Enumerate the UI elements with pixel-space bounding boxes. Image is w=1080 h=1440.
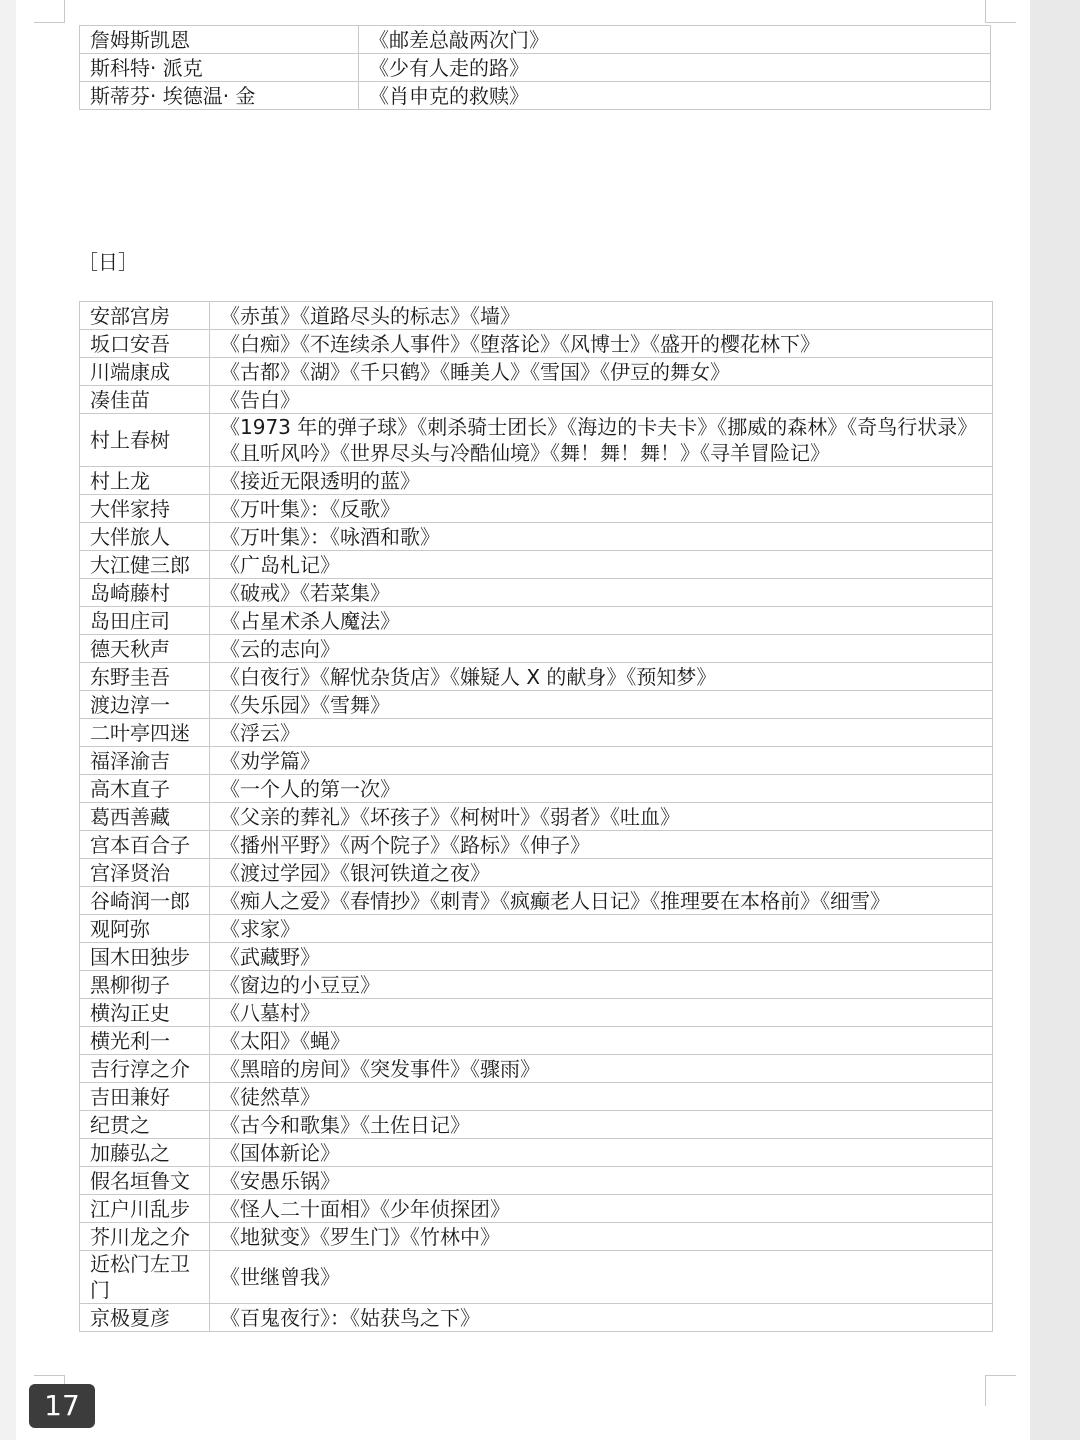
- table-row: [80, 1167, 993, 1195]
- author-name-cell: 斯科特· 派克: [80, 54, 359, 82]
- author-name-cell: 二叶亭四迷: [80, 719, 210, 747]
- works-cell: 《少有人走的路》: [359, 54, 991, 82]
- author-name-cell: 葛西善藏: [80, 803, 210, 831]
- works-cell: 《播州平野》《两个院子》《路标》《伸子》: [210, 831, 993, 859]
- author-name-cell: 国木田独步: [80, 943, 210, 971]
- author-name-cell: 大江健三郎: [80, 551, 210, 579]
- page-edge-shadow: [1030, 0, 1080, 1440]
- table-row: [80, 386, 993, 414]
- works-cell: 《云的志向》: [210, 635, 993, 663]
- author-name-cell: 詹姆斯凯恩: [80, 26, 359, 54]
- works-cell: 《肖申克的救赎》: [359, 82, 991, 110]
- author-name-cell: 村上春树: [80, 414, 210, 467]
- works-cell: 《广岛札记》: [210, 551, 993, 579]
- table-row: [80, 82, 991, 110]
- works-cell: 《父亲的葬礼》《坏孩子》《柯树叶》《弱者》《吐血》: [210, 803, 993, 831]
- works-cell: 《痴人之爱》《春情抄》《刺青》《疯癫老人日记》《推理要在本格前》《细雪》: [210, 887, 993, 915]
- works-cell: 《浮云》: [210, 719, 993, 747]
- table-row: [80, 414, 993, 467]
- table-row: [80, 607, 993, 635]
- author-name-cell: 吉田兼好: [80, 1083, 210, 1111]
- author-name-cell: 岛崎藤村: [80, 579, 210, 607]
- author-name-cell: 横光利一: [80, 1027, 210, 1055]
- works-cell: 《赤茧》《道路尽头的标志》《墙》: [210, 302, 993, 330]
- table-row: [80, 663, 993, 691]
- works-cell: 《求家》: [210, 915, 993, 943]
- table-row: [80, 579, 993, 607]
- works-cell: 《八墓村》: [210, 999, 993, 1027]
- table-row: [80, 523, 993, 551]
- author-name-cell: 观阿弥: [80, 915, 210, 943]
- works-cell: 《接近无限透明的蓝》: [210, 467, 993, 495]
- authors-table-continued: [79, 25, 991, 110]
- table-row: [80, 1223, 993, 1251]
- table-row: [80, 1139, 993, 1167]
- works-cell: 《渡过学园》《银河铁道之夜》: [210, 859, 993, 887]
- author-name-cell: 安部宫房: [80, 302, 210, 330]
- table-row: [80, 831, 993, 859]
- author-name-cell: 谷崎润一郎: [80, 887, 210, 915]
- table-row: [80, 747, 993, 775]
- author-name-cell: 村上龙: [80, 467, 210, 495]
- table-row: [80, 358, 993, 386]
- author-name-cell: 加藤弘之: [80, 1139, 210, 1167]
- works-cell: 《地狱变》《罗生门》《竹林中》: [210, 1223, 993, 1251]
- table-row: [80, 999, 993, 1027]
- section-label-japan: ［日］: [78, 250, 138, 274]
- author-name-cell: 纪贯之: [80, 1111, 210, 1139]
- table-row: [80, 1027, 993, 1055]
- table-row: [80, 915, 993, 943]
- table-row: [80, 1304, 993, 1332]
- table-row: [80, 635, 993, 663]
- table-row: [80, 775, 993, 803]
- table-row: [80, 1195, 993, 1223]
- table-row: [80, 719, 993, 747]
- table-row: [80, 54, 991, 82]
- table-row: [80, 691, 993, 719]
- author-name-cell: 凑佳苗: [80, 386, 210, 414]
- table-row: [80, 859, 993, 887]
- table-row: [80, 1055, 993, 1083]
- works-cell: 《太阳》《蝇》: [210, 1027, 993, 1055]
- works-cell: 《邮差总敲两次门》: [359, 26, 991, 54]
- works-cell: 《万叶集》：《反歌》: [210, 495, 993, 523]
- table-row: [80, 330, 993, 358]
- author-name-cell: 宫泽贤治: [80, 859, 210, 887]
- works-cell: 《白夜行》《解忧杂货店》《嫌疑人 X 的献身》《预知梦》: [210, 663, 993, 691]
- author-name-cell: 川端康成: [80, 358, 210, 386]
- japanese-authors-table: [79, 301, 993, 1332]
- crop-mark-top-right: [985, 0, 1016, 23]
- table-row: [80, 943, 993, 971]
- table-row: [80, 803, 993, 831]
- works-cell: 《百鬼夜行》：《姑获鸟之下》: [210, 1304, 993, 1332]
- author-name-cell: 大伴家持: [80, 495, 210, 523]
- table-row: [80, 467, 993, 495]
- works-cell: 《武藏野》: [210, 943, 993, 971]
- table-row: [80, 887, 993, 915]
- table-row: [80, 1251, 993, 1304]
- crop-mark-bottom-right: [985, 1375, 1016, 1406]
- author-name-cell: 岛田庄司: [80, 607, 210, 635]
- author-name-cell: 京极夏彦: [80, 1304, 210, 1332]
- author-name-cell: 假名垣鲁文: [80, 1167, 210, 1195]
- works-cell: 《白痴》《不连续杀人事件》《堕落论》《风博士》《盛开的樱花林下》: [210, 330, 993, 358]
- author-name-cell: 吉行淳之介: [80, 1055, 210, 1083]
- works-cell: 《窗边的小豆豆》: [210, 971, 993, 999]
- author-name-cell: 江户川乱步: [80, 1195, 210, 1223]
- author-name-cell: 芥川龙之介: [80, 1223, 210, 1251]
- works-cell: 《黑暗的房间》《突发事件》《骤雨》: [210, 1055, 993, 1083]
- works-cell: 《劝学篇》: [210, 747, 993, 775]
- works-cell: 《徒然草》: [210, 1083, 993, 1111]
- works-cell: 《国体新论》: [210, 1139, 993, 1167]
- works-cell: 《怪人二十面相》《少年侦探团》: [210, 1195, 993, 1223]
- author-name-cell: 德天秋声: [80, 635, 210, 663]
- works-cell: 《失乐园》《雪舞》: [210, 691, 993, 719]
- author-name-cell: 高木直子: [80, 775, 210, 803]
- author-name-cell: 东野圭吾: [80, 663, 210, 691]
- author-name-cell: 斯蒂芬· 埃德温· 金: [80, 82, 359, 110]
- author-name-cell: 宫本百合子: [80, 831, 210, 859]
- works-cell: 《世继曾我》: [210, 1251, 993, 1304]
- table-row: [80, 26, 991, 54]
- author-name-cell: 坂口安吾: [80, 330, 210, 358]
- author-name-cell: 黑柳彻子: [80, 971, 210, 999]
- works-cell: 《安愚乐锅》: [210, 1167, 993, 1195]
- table-row: [80, 1083, 993, 1111]
- author-name-cell: 近松门左卫门: [80, 1251, 210, 1304]
- works-cell: 《破戒》《若菜集》: [210, 579, 993, 607]
- works-cell: 《告白》: [210, 386, 993, 414]
- table-row: [80, 1111, 993, 1139]
- author-name-cell: 大伴旅人: [80, 523, 210, 551]
- table-row: [80, 971, 993, 999]
- works-cell: 《万叶集》：《咏酒和歌》: [210, 523, 993, 551]
- works-cell: 《古都》《湖》《千只鹤》《睡美人》《雪国》《伊豆的舞女》: [210, 358, 993, 386]
- works-cell: 《1973 年的弹子球》《刺杀骑士团长》《海边的卡夫卡》《挪威的森林》《奇鸟行状录》《且听风吟》《世界尽头与冷酷仙境》《舞！舞！舞！》《寻羊冒险记》: [210, 414, 993, 467]
- crop-mark-top-left: [34, 0, 65, 23]
- author-name-cell: 横沟正史: [80, 999, 210, 1027]
- works-cell: 《古今和歌集》《土佐日记》: [210, 1111, 993, 1139]
- author-name-cell: 福泽渝吉: [80, 747, 210, 775]
- author-name-cell: 渡边淳一: [80, 691, 210, 719]
- table-row: [80, 495, 993, 523]
- works-cell: 《一个人的第一次》: [210, 775, 993, 803]
- works-cell: 《占星术杀人魔法》: [210, 607, 993, 635]
- table-row: [80, 551, 993, 579]
- page-number-badge: 17: [29, 1384, 95, 1428]
- table-row: [80, 302, 993, 330]
